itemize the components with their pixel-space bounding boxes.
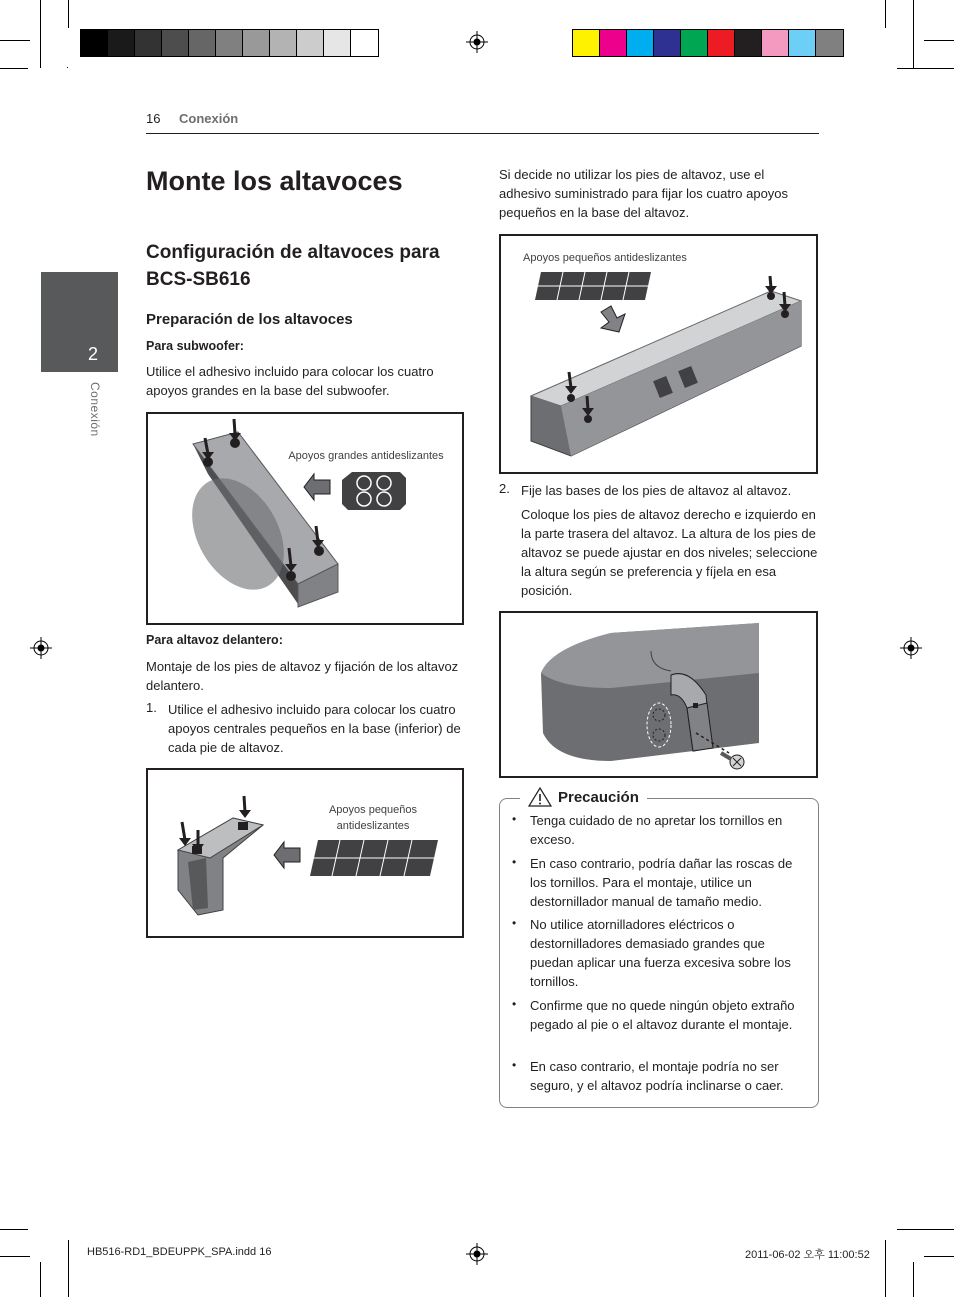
no-stand-intro: Si decide no utilizar los pies de altavoz, use el adhesivo suministrado para fijar los cuatro apoyos pequeños en la base del altavoz. bbox=[499, 167, 789, 220]
color-swatch bbox=[600, 30, 627, 56]
page-title: Monte los altavoces bbox=[146, 166, 403, 196]
bullet-dot: • bbox=[512, 855, 517, 869]
crop-mark bbox=[913, 0, 914, 68]
color-swatch bbox=[627, 30, 654, 56]
caution-item: Tenga cuidado de no apretar los tornillos en exceso. bbox=[530, 813, 783, 847]
subwoofer-figure bbox=[146, 412, 464, 625]
step-2-number: 2. bbox=[499, 481, 510, 496]
chapter-tab-label: Conexión bbox=[88, 382, 102, 437]
step-2-detail: Coloque los pies de altavoz derecho e izquierdo en la parte trasera del altavoz. La altura de los pies de altavoz se puede ajustar en dos niveles; seleccione la altura según se preferencia y fíjela en esa posición. bbox=[521, 507, 818, 598]
registration-mark-icon bbox=[900, 637, 922, 659]
caution-item: Confirme que no quede ningún objeto extraño pegado al pie o el altavoz durante el montaje. bbox=[530, 998, 795, 1032]
color-swatch bbox=[243, 30, 270, 56]
chapter-number: 2 bbox=[88, 344, 99, 364]
large-pads-label: Apoyos grandes antideslizantes bbox=[288, 450, 444, 462]
section-heading: Configuración de altavoces para BCS-SB616 bbox=[146, 242, 440, 290]
front-speaker-label: Para altavoz delantero: bbox=[146, 633, 283, 647]
grayscale-color-bar bbox=[80, 29, 379, 57]
caution-item: En caso contrario, el montaje podría no ser seguro, y el altavoz podría inclinarse o caer. bbox=[530, 1059, 784, 1093]
crop-mark bbox=[897, 1229, 954, 1230]
subwoofer-label: Para subwoofer: bbox=[146, 339, 244, 353]
process-color-bar bbox=[572, 29, 844, 57]
registration-mark-icon bbox=[466, 1243, 488, 1265]
color-swatch bbox=[81, 30, 108, 56]
color-swatch bbox=[108, 30, 135, 56]
crop-mark bbox=[0, 68, 28, 69]
running-section-title: Conexión bbox=[179, 111, 239, 126]
footer-datetime: 2011-06-02 오후 11:00:52 bbox=[745, 1249, 870, 1261]
crop-mark bbox=[913, 1262, 914, 1297]
speaker-bar-pads-figure bbox=[499, 234, 818, 474]
color-swatch bbox=[162, 30, 189, 56]
color-swatch bbox=[297, 30, 324, 56]
registration-mark-icon bbox=[466, 31, 488, 53]
step-1-text: Utilice el adhesivo incluido para colocar los cuatro apoyos centrales pequeños en la base (inferior) de cada pie de altavoz. bbox=[168, 702, 461, 755]
crop-mark bbox=[897, 68, 954, 69]
color-swatch bbox=[135, 30, 162, 56]
color-swatch bbox=[573, 30, 600, 56]
crop-mark bbox=[68, 1240, 69, 1297]
color-swatch bbox=[189, 30, 216, 56]
color-swatch bbox=[654, 30, 681, 56]
color-swatch bbox=[735, 30, 762, 56]
small-pads-label-line1: Apoyos pequeños bbox=[328, 804, 418, 816]
small-pads-bar-label: Apoyos pequeños antideslizantes bbox=[523, 252, 687, 264]
color-swatch bbox=[351, 30, 378, 56]
subwoofer-illustration bbox=[148, 414, 462, 623]
color-swatch bbox=[789, 30, 816, 56]
bullet-dot: • bbox=[512, 997, 517, 1011]
color-swatch bbox=[681, 30, 708, 56]
crop-mark bbox=[0, 1229, 28, 1230]
step-1-number: 1. bbox=[146, 700, 157, 715]
footer-filename: HB516-RD1_BDEUPPK_SPA.indd 16 bbox=[87, 1246, 272, 1258]
crop-mark bbox=[68, 0, 69, 28]
crop-mark bbox=[885, 0, 886, 28]
crop-mark bbox=[924, 40, 954, 41]
caution-item: En caso contrario, podría dañar las roscas de los tornillos. Para el montaje, utilice un destornillador manual de tamaño medio. bbox=[530, 856, 793, 909]
color-swatch bbox=[324, 30, 351, 56]
crop-mark bbox=[40, 0, 41, 68]
header-divider bbox=[146, 133, 819, 134]
crop-mark bbox=[0, 1256, 30, 1257]
crop-mark bbox=[885, 1240, 886, 1297]
color-swatch bbox=[216, 30, 243, 56]
crop-mark bbox=[67, 67, 68, 68]
stand-attach-illustration bbox=[501, 613, 816, 776]
speaker-stand-illustration bbox=[148, 770, 462, 936]
caution-title: Precaución bbox=[558, 788, 639, 806]
registration-mark-icon bbox=[30, 637, 52, 659]
caution-header bbox=[520, 787, 647, 807]
color-swatch bbox=[270, 30, 297, 56]
bullet-dot: • bbox=[512, 1058, 517, 1072]
crop-mark bbox=[924, 1256, 954, 1257]
color-swatch bbox=[816, 30, 843, 56]
subwoofer-text: Utilice el adhesivo incluido para colocar los cuatro apoyos grandes en la base del subwoofer. bbox=[146, 364, 434, 398]
bullet-dot: • bbox=[512, 812, 517, 826]
speaker-stand-figure bbox=[146, 768, 464, 938]
crop-mark bbox=[40, 1262, 41, 1297]
color-swatch bbox=[762, 30, 789, 56]
color-swatch bbox=[708, 30, 735, 56]
step-2-text: Fije las bases de los pies de altavoz al altavoz. bbox=[521, 483, 792, 498]
bullet-dot: • bbox=[512, 916, 517, 930]
speaker-bar-illustration bbox=[501, 236, 816, 472]
caution-item: No utilice atornilladores eléctricos o destornilladores demasiado grandes que puedan aplicar una fuerza excesiva sobre los tornillos. bbox=[530, 917, 791, 989]
stand-attach-figure bbox=[499, 611, 818, 778]
small-pads-label-line2: antideslizantes bbox=[336, 820, 410, 832]
crop-mark bbox=[0, 40, 30, 41]
page-number: 16 bbox=[146, 111, 161, 126]
subsection-heading: Preparación de los altavoces bbox=[146, 311, 353, 328]
warning-icon bbox=[528, 787, 552, 807]
chapter-tab bbox=[41, 272, 118, 372]
front-speaker-intro: Montaje de los pies de altavoz y fijación de los altavoz delantero. bbox=[146, 659, 459, 693]
